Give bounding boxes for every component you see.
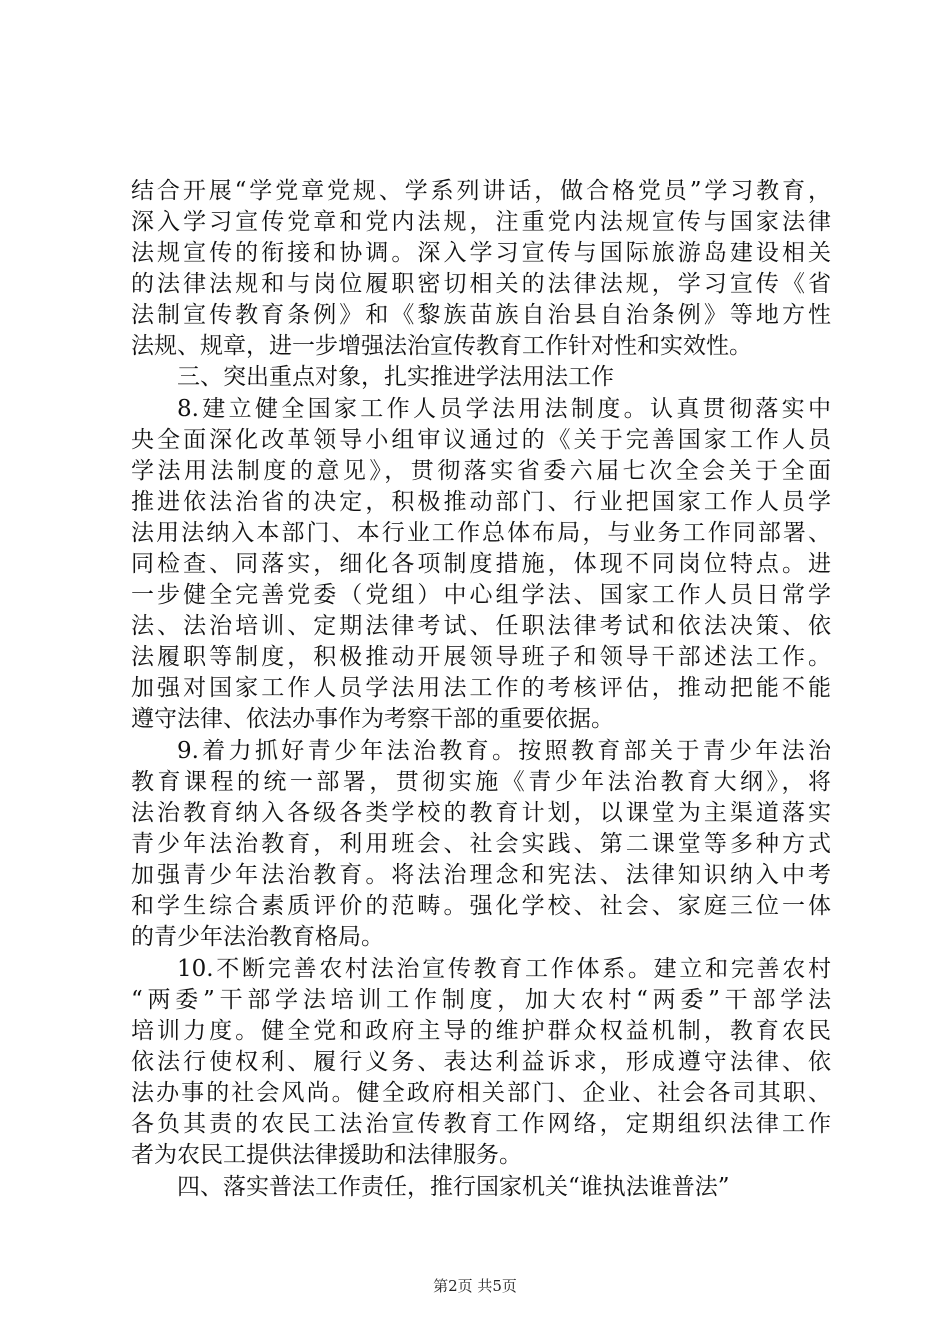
paragraph-line: 各负其责的农民工法治宣传教育工作网络，定期组织法律工作 bbox=[131, 1111, 831, 1137]
paragraph-line: 者为农民工提供法律援助和法律服务。 bbox=[131, 1142, 522, 1168]
page-footer: 第2页 共5页 bbox=[433, 1277, 517, 1295]
paragraph-line: 遵守法律、依法办事作为考察干部的重要依据。 bbox=[131, 706, 614, 732]
paragraph-line: 8.建立健全国家工作人员学法用法制度。认真贯彻落实中 bbox=[177, 396, 831, 422]
paragraph-line: 10.不断完善农村法治宣传教育工作体系。建立和完善农村 bbox=[177, 956, 831, 982]
paragraph-line: 深入学习宣传党章和党内法规，注重党内法规宣传与国家法律 bbox=[131, 209, 831, 235]
paragraph-line: 法规宣传的衔接和协调。深入学习宣传与国际旅游岛建设相关 bbox=[131, 240, 831, 266]
paragraph-line: 法规、规章，进一步增强法治宣传教育工作针对性和实效性。 bbox=[131, 333, 752, 359]
paragraph-line: 教育课程的统一部署，贯彻实施《青少年法治教育大纲》，将 bbox=[131, 769, 831, 795]
paragraph-line: 的法律法规和与岗位履职密切相关的法律法规，学习宣传《省 bbox=[131, 271, 831, 297]
paragraph-line: 推进依法治省的决定，积极推动部门、行业把国家工作人员学 bbox=[131, 489, 831, 515]
paragraph-line: 一步健全完善党委（党组）中心组学法、国家工作人员日常学 bbox=[131, 582, 831, 608]
paragraph-line: 的青少年法治教育格局。 bbox=[131, 924, 384, 950]
paragraph-line: 央全面深化改革领导小组审议通过的《关于完善国家工作人员 bbox=[131, 427, 831, 453]
paragraph-line: 三、突出重点对象，扎实推进学法用法工作 bbox=[177, 364, 614, 390]
paragraph-line: 加强青少年法治教育。将法治理念和宪法、法律知识纳入中考 bbox=[131, 862, 831, 888]
paragraph-line: 和学生综合素质评价的范畴。强化学校、社会、家庭三位一体 bbox=[131, 893, 831, 919]
paragraph-line: 法、法治培训、定期法律考试、任职法律考试和依法决策、依 bbox=[131, 613, 831, 639]
paragraph-line: 法履职等制度，积极推动开展领导班子和领导干部述法工作。 bbox=[131, 644, 831, 670]
paragraph-line: 依法行使权利、履行义务、表达利益诉求，形成遵守法律、依 bbox=[131, 1049, 831, 1075]
paragraph-line: 学法用法制度的意见》，贯彻落实省委六届七次全会关于全面 bbox=[131, 458, 831, 484]
paragraph-line: 法治教育纳入各级各类学校的教育计划，以课堂为主渠道落实 bbox=[131, 800, 831, 826]
paragraph-line: 培训力度。健全党和政府主导的维护群众权益机制，教育农民 bbox=[131, 1018, 831, 1044]
paragraph-line: 青少年法治教育，利用班会、社会实践、第二课堂等多种方式 bbox=[131, 831, 831, 857]
paragraph-line: 同检查、同落实，细化各项制度措施，体现不同岗位特点。进 bbox=[131, 551, 831, 577]
paragraph-line: 法办事的社会风尚。健全政府相关部门、企业、社会各司其职、 bbox=[131, 1080, 831, 1106]
paragraph-line: 9.着力抓好青少年法治教育。按照教育部关于青少年法治 bbox=[177, 738, 831, 764]
paragraph-line: 四、落实普法工作责任，推行国家机关“谁执法谁普法” bbox=[177, 1174, 730, 1200]
paragraph-line: 加强对国家工作人员学法用法工作的考核评估，推动把能不能 bbox=[131, 675, 831, 701]
paragraph-line: 法用法纳入本部门、本行业工作总体布局，与业务工作同部署、 bbox=[131, 520, 831, 546]
paragraph-line: 结合开展“学党章党规、学系列讲话，做合格党员”学习教育， bbox=[131, 178, 831, 204]
paragraph-line: 法制宣传教育条例》和《黎族苗族自治县自治条例》等地方性 bbox=[131, 302, 831, 328]
paragraph-line: “两委”干部学法培训工作制度，加大农村“两委”干部学法 bbox=[131, 987, 831, 1013]
